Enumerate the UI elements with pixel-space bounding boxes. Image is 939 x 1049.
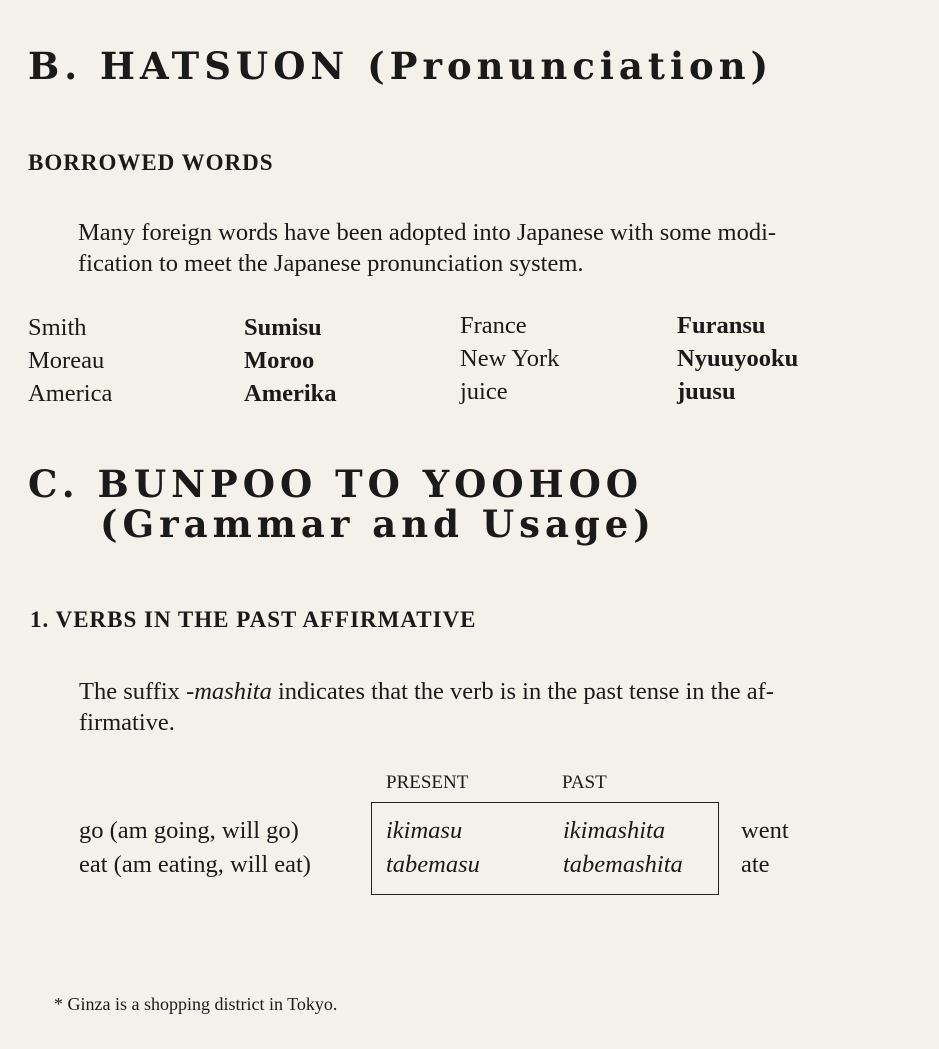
column-header-past: PAST [562, 772, 607, 793]
footnote: * Ginza is a shopping district in Tokyo. [54, 994, 338, 1014]
column-header-present: PRESENT [386, 772, 469, 793]
verb-past: ikimashita [563, 817, 666, 844]
word-english: France [460, 312, 527, 339]
intro-text: The suffix [79, 678, 187, 705]
borrowed-words-intro [78, 217, 928, 279]
section-c-title: C. BUNPOO TO YOOHOO [28, 462, 644, 506]
word-english: Smith [28, 314, 87, 341]
word-japanese: juusu [677, 378, 736, 405]
word-english: New York [460, 345, 560, 372]
verb-past-english: went [741, 817, 789, 844]
word-japanese: Furansu [677, 312, 766, 339]
intro-text-line1-end: indicates that the verb is in the past tense in the af- [271, 678, 774, 705]
word-english: America [28, 380, 113, 407]
word-japanese: Amerika [244, 380, 337, 407]
section-b-title: B. HATSUON (Pronunciation) [28, 44, 774, 88]
past-affirmative-intro [79, 676, 924, 738]
word-japanese: Moroo [244, 347, 315, 374]
word-english: juice [460, 378, 508, 405]
word-japanese: Nyuuyooku [677, 345, 799, 372]
verb-present: ikimasu [386, 817, 463, 844]
verb-english: go (am going, will go) [79, 817, 299, 844]
section-c-subheading: 1. VERBS IN THE PAST AFFIRMATIVE [30, 607, 477, 632]
verb-past-english: ate [741, 851, 770, 878]
section-b-subheading: BORROWED WORDS [28, 150, 274, 175]
section-c-subtitle: (Grammar and Usage) [100, 502, 656, 546]
borrowed-words-intro-line2: fication to meet the Japanese pronunciation system. [78, 250, 584, 277]
intro-text-line2: firmative. [79, 709, 175, 736]
word-japanese: Sumisu [244, 314, 322, 341]
word-english: Moreau [28, 347, 105, 374]
verb-past: tabemashita [563, 851, 683, 878]
verb-english: eat (am eating, will eat) [79, 851, 311, 878]
verb-conjugation-box [371, 802, 719, 895]
borrowed-words-intro-line1: Many foreign words have been adopted into Japanese with some modi- [78, 219, 777, 246]
verb-present: tabemasu [386, 851, 480, 878]
suffix-term: -mashita [186, 678, 272, 705]
